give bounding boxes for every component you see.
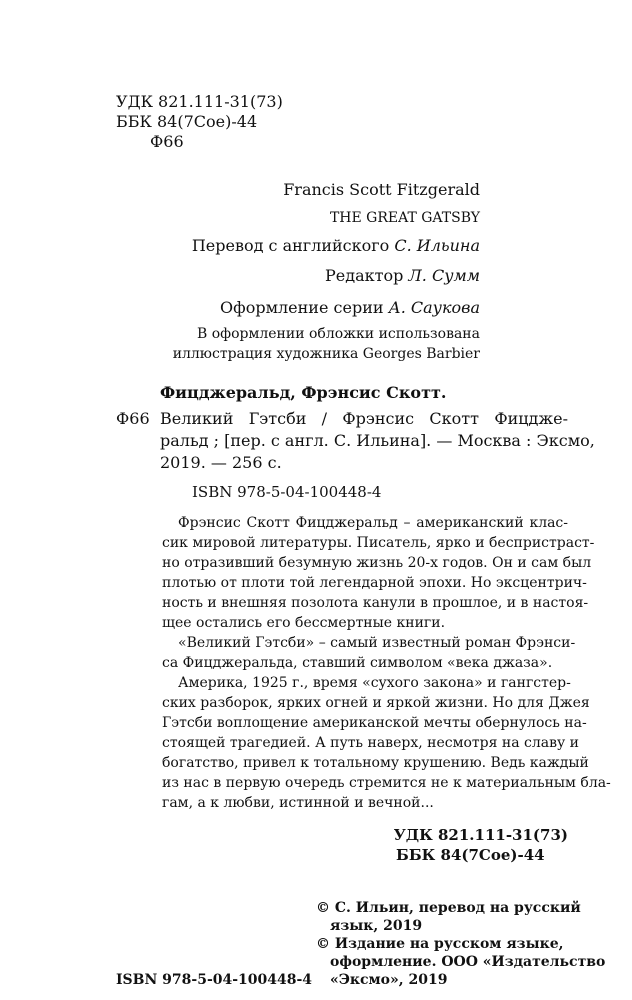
copyright-edition-line-1: © Издание на русском языке, (316, 936, 564, 952)
annotation-line: гам, а к любви, истинной и вечной... (162, 795, 434, 811)
annotation-line: из нас в первую очередь стремится не к материальным бла- (162, 775, 611, 791)
editor-credit (325, 266, 480, 285)
editor-prefix: Редактор (324, 266, 409, 285)
annotation-line: «Великий Гэтсби» – самый известный роман Фрэнси- (178, 635, 576, 651)
designer-name: А. Саукова (388, 298, 480, 317)
annotation-line: сик мировой литературы. Писатель, ярко и беспристраст- (162, 535, 595, 551)
catalog-line-3: 2019. — 256 с. (160, 453, 282, 472)
copyright-translation-line-2: язык, 2019 (330, 918, 423, 934)
cover-credit-line-2: иллюстрация художника Georges Barbier (172, 346, 480, 362)
footer-udk-code: УДК 821.111-31(73) (393, 826, 568, 844)
author-mark: Ф66 (150, 132, 184, 151)
annotation-line: ских разборок, ярких огней и яркой жизни. Но для Джея (162, 695, 590, 711)
annotation-line: Америка, 1925 г., время «сухого закона» и гангстер- (178, 675, 571, 691)
catalog-author: Фицджеральд, Фрэнсис Скотт. (160, 383, 447, 402)
isbn-bottom: ISBN 978-5-04-100448-4 (116, 972, 313, 988)
copyright-translation-line-1: © С. Ильин, перевод на русский (316, 900, 581, 916)
design-credit (220, 298, 480, 317)
design-prefix: Оформление серии (220, 298, 389, 317)
annotation-line: богатство, привел к тотальному крушению. Ведь каждый (162, 755, 589, 771)
annotation-line: Гэтсби воплощение американской мечты обернулось на- (162, 715, 587, 731)
catalog-isbn: ISBN 978-5-04-100448-4 (192, 483, 382, 501)
translation-credit (192, 236, 480, 255)
udk-code: УДК 821.111-31(73) (116, 92, 283, 111)
book-title-en: THE GREAT GATSBY (329, 210, 480, 226)
annotation-line: но отразивший безумную жизнь 20-х годов. Он и сам был (162, 555, 592, 571)
translation-prefix: Перевод с английского (191, 236, 395, 255)
copyright-edition-line-2: оформление. ООО «Издательство (330, 954, 606, 970)
translator-name: С. Ильина (394, 236, 480, 255)
annotation-line: са Фицджеральда, ставший символом «века джаза». (162, 655, 553, 671)
catalog-mark: Ф66 (116, 409, 150, 428)
bbk-code: ББК 84(7Сое)-44 (116, 112, 258, 131)
annotation-line: Фрэнсис Скотт Фицджеральд – американский клас- (178, 515, 568, 531)
annotation-line: щее остались его бессмертные книги. (162, 615, 446, 631)
catalog-line-2: ральд ; [пер. с англ. С. Ильина]. — Москва : Эксмо, (160, 431, 595, 450)
editor-name: Л. Сумм (408, 266, 480, 285)
annotation-line: плотью от плоти той легендарной эпохи. Но эксцентрич- (162, 575, 587, 591)
cover-credit-line-1: В оформлении обложки использована (196, 326, 480, 342)
annotation-line: стоящей трагедией. А путь наверх, несмотря на славу и (162, 735, 579, 751)
copyright-edition-line-3: «Эксмо», 2019 (330, 972, 448, 988)
author-name-en: Francis Scott Fitzgerald (283, 180, 480, 199)
footer-bbk-code: ББК 84(7Сое)-44 (396, 846, 545, 864)
annotation-line: ность и внешняя позолота канули в прошлое, и в настоя- (162, 595, 589, 611)
catalog-line-1: Великий Гэтсби / Фрэнсис Скотт Фицдже- (160, 409, 568, 428)
